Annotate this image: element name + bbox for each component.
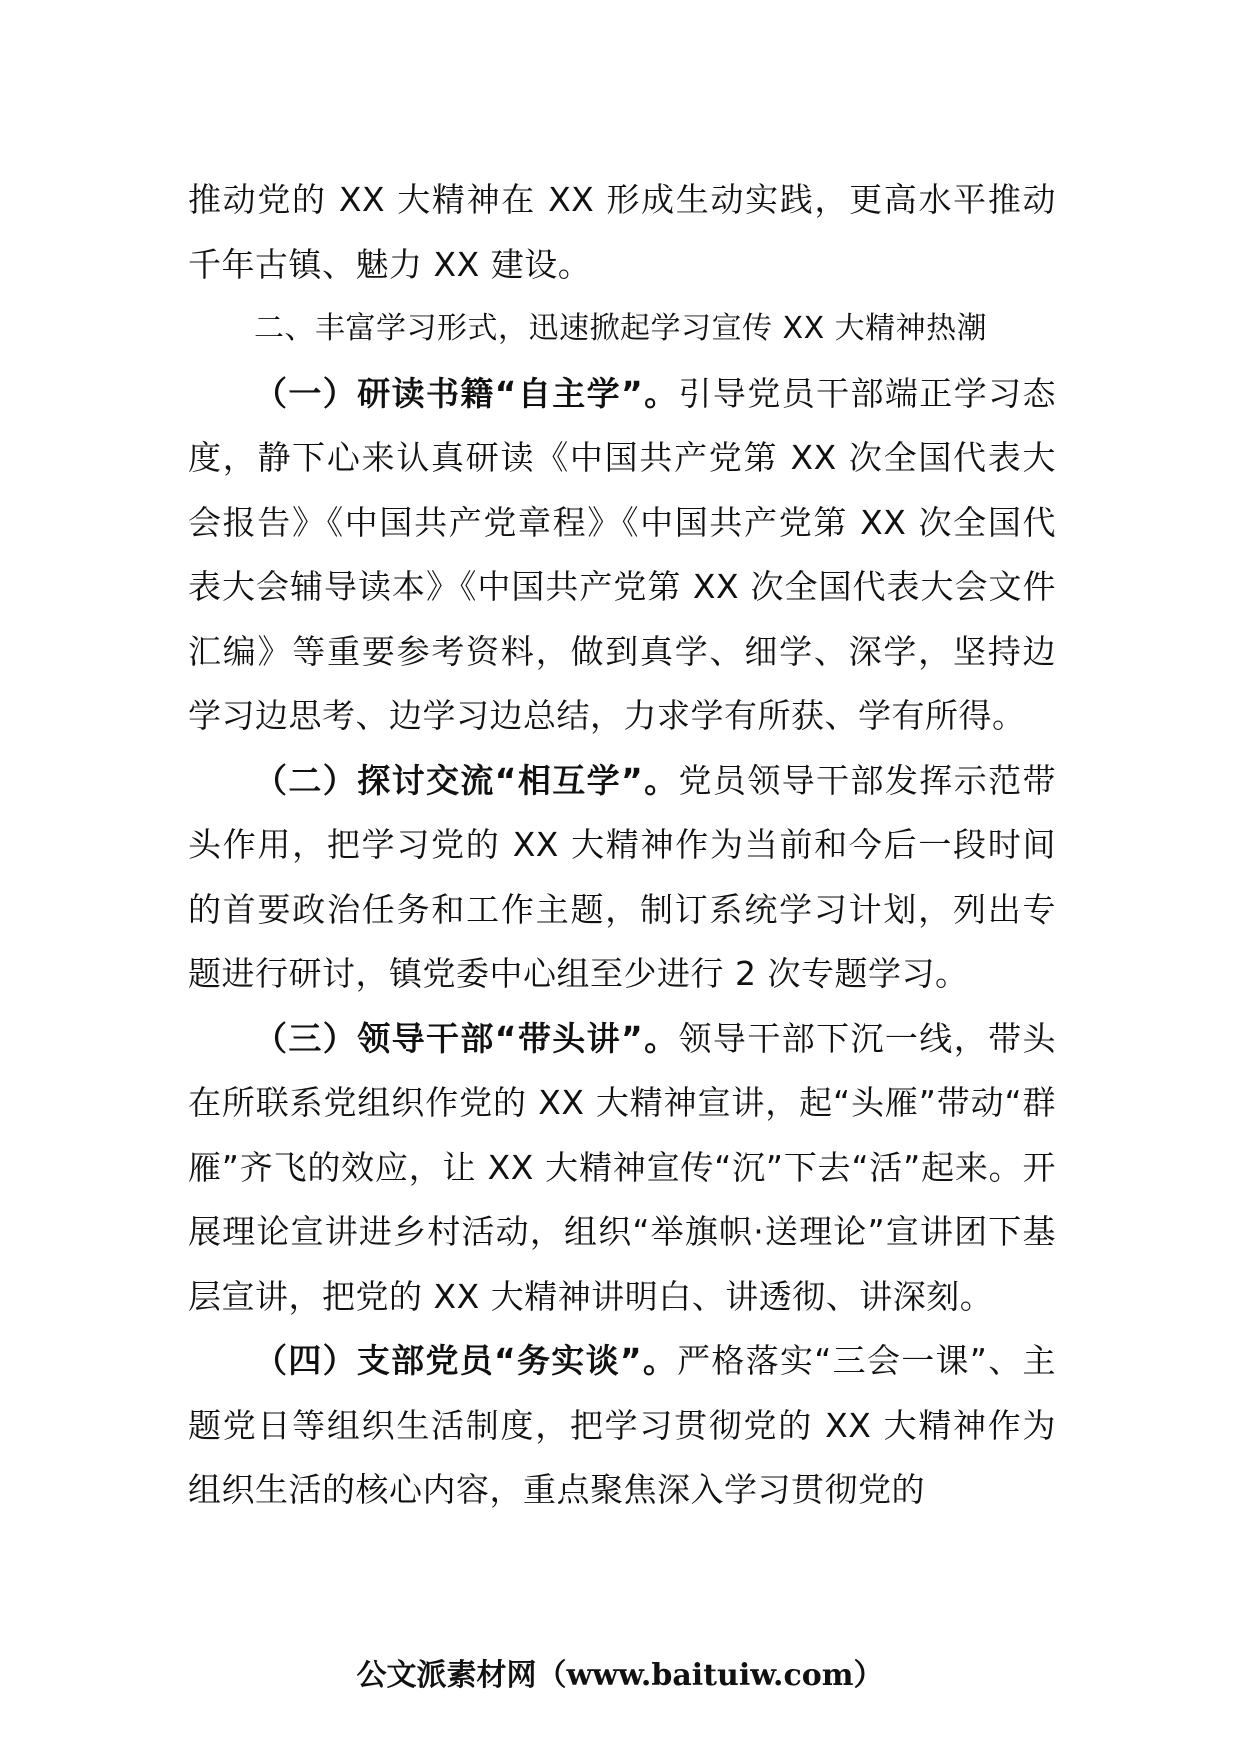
paragraph-item-2: [188, 749, 1056, 1007]
paragraph-item-3: [188, 1007, 1056, 1330]
item-1-heading: （一）研读书籍“自主学”。: [254, 373, 679, 413]
footer-source: 公文派素材网（www.baituiw.com）: [356, 1658, 884, 1693]
document-body: [188, 168, 1056, 1523]
item-2-heading: （二）探讨交流“相互学”。: [254, 760, 679, 800]
section-heading: 二、丰富学习形式，迅速掀起学习宣传 XX 大精神热潮: [254, 311, 988, 346]
item-2-text: 党员领导干部发挥示范带头作用，把学习党的 XX 大精神作为当前和今后一段时间的首要政治任务和工作主题，制订系统学习计划，列出专题进行研讨，镇党委中心组至少进行 2 次专题学习。: [188, 760, 1056, 993]
paragraph-item-1: [188, 362, 1056, 749]
item-1-text: 引导党员干部端正学习态度，静下心来认真研读《中国共产党第 XX 次全国代表大会报告》《中国共产党章程》《中国共产党第 XX 次全国代表大会辅导读本》《中国共产党第 XX 次全国代表大会文件汇编》等重要参考资料，做到真学、细学、深学，坚持边学习边思考、边学习边总结，力求学有所获、学有所得。: [188, 373, 1056, 735]
item-4-text: 严格落实“三会一课”、主题党日等组织生活制度，把学习贯彻党的 XX 大精神作为组织生活的核心内容，重点聚焦深入学习贯彻党的: [188, 1341, 1056, 1509]
paragraph-item-4: [188, 1329, 1056, 1523]
item-3-text: 领导干部下沉一线，带头在所联系党组织作党的 XX 大精神宣讲，起“头雁”带动“群雁”齐飞的效应，让 XX 大精神宣传“沉”下去“活”起来。开展理论宣讲进乡村活动，组织“举旗帜·送理论”宣讲团下基层宣讲，把党的 XX 大精神讲明白、讲透彻、讲深刻。: [188, 1018, 1056, 1316]
item-3-heading: （三）领导干部“带头讲”。: [254, 1018, 679, 1058]
paragraph-continuation: 推动党的 XX 大精神在 XX 形成生动实践，更高水平推动千年古镇、魅力 XX 建设。: [188, 180, 1056, 284]
item-4-heading: （四）支部党员“务实谈”。: [254, 1341, 678, 1380]
